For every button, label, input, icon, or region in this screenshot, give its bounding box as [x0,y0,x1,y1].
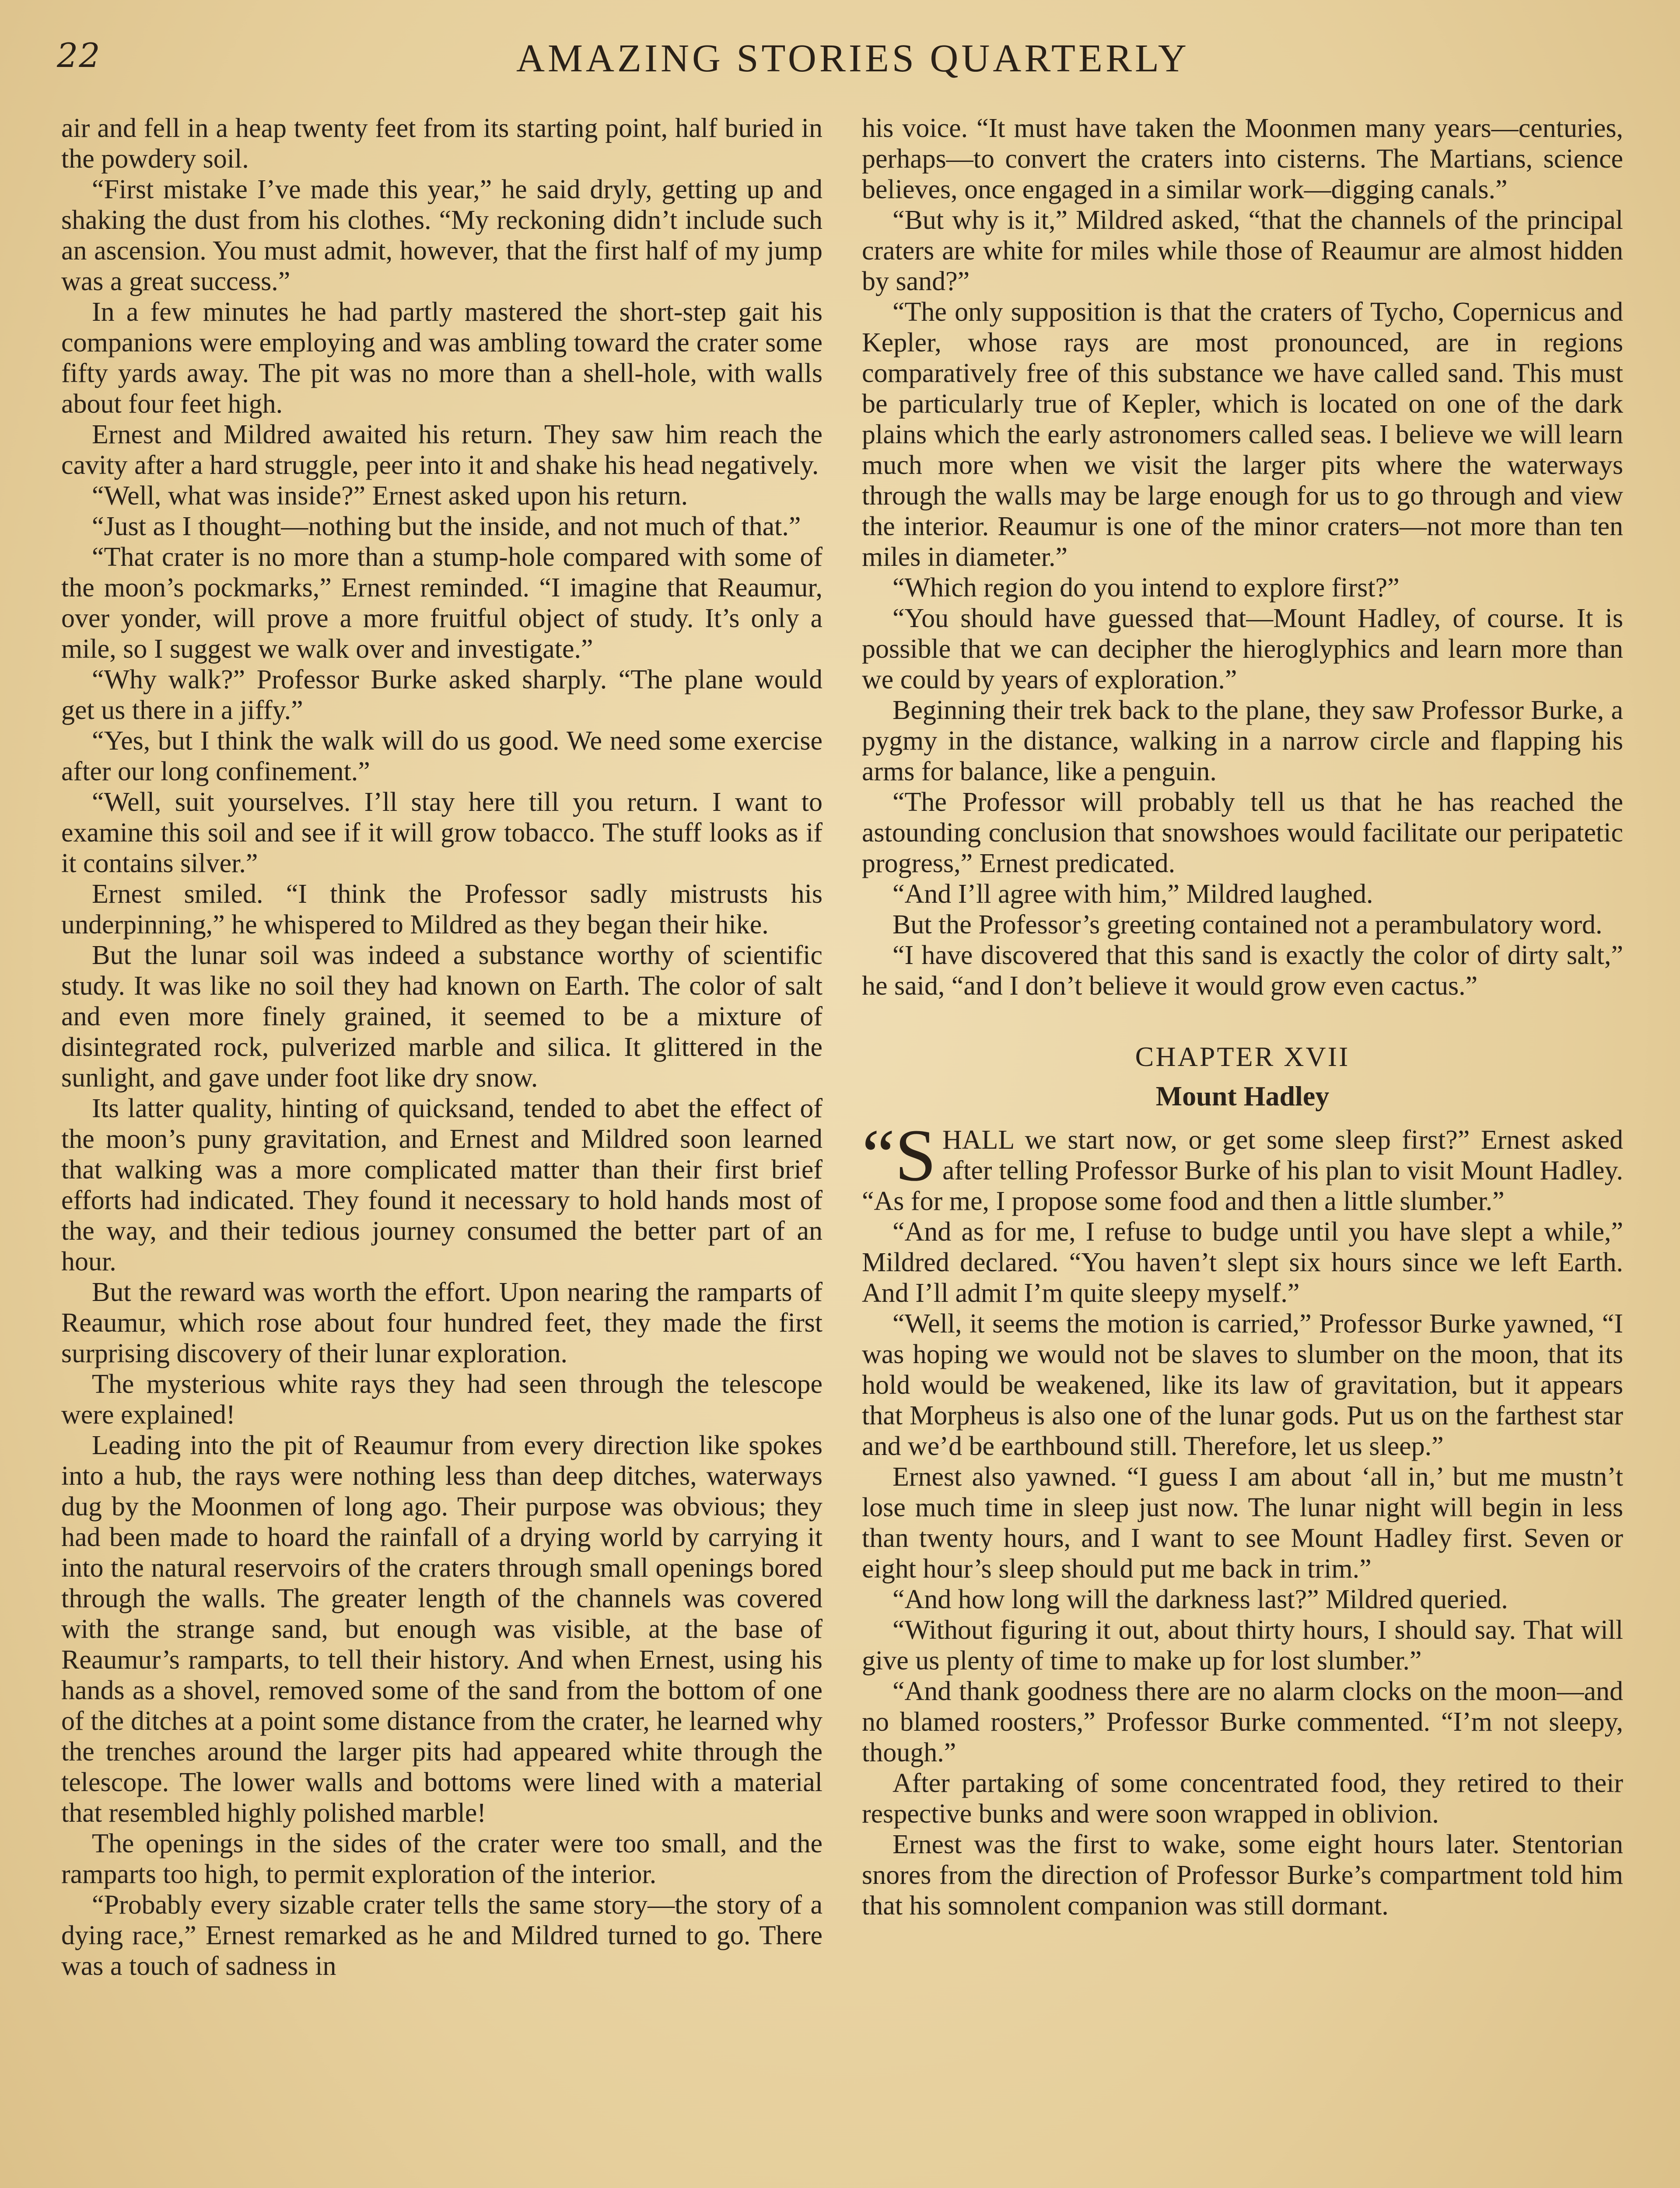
paragraph: But the Professor’s greeting contained not a perambulatory word. [892,910,1603,940]
paragraph: Ernest and Mildred awaited his return. They saw him reach the cavity after a hard struggle, peer into it and shake his head negatively. [61,420,822,480]
paragraph: “And how long will the darkness last?” Mildred queried. [892,1585,1508,1614]
chapter-first-paragraph [862,1114,1623,1217]
paragraph: “Well, suit yourselves. I’ll stay here till you return. I want to examine this soil and see if it will grow tobacco. The stuff looks as if it contains silver.” [61,787,822,878]
left-column [61,113,822,2188]
paragraph: air and fell in a heap twenty feet from its starting point, half buried in the powdery soil. [61,113,822,174]
paragraph: “I have discovered that this sand is exactly the color of dirty salt,” he said, “and I don’t believe it would grow even cactus.” [862,940,1623,1001]
paragraph: “But why is it,” Mildred asked, “that the channels of the principal craters are white for miles while those of Reaumur are almost hidden by sand?” [862,205,1623,296]
chapter-heading: CHAPTER XVII [1135,1041,1350,1072]
paragraph: “Just as I thought—nothing but the inside, and not much of that.” [92,512,801,541]
paragraph: “Why walk?” Professor Burke asked sharply. “The plane would get us there in a jiffy.” [61,665,822,725]
paragraph: “First mistake I’ve made this year,” he said dryly, getting up and shaking the dust from his clothes. “My reckoning didn’t include such an ascension. You must admit, however, that the first half of my jump was a great success.” [61,175,822,296]
page-header [57,27,1632,93]
paragraph: Its latter quality, hinting of quicksand, tended to abet the effect of the moon’s puny gravitation, and Ernest and Mildred soon learned that walking was a more complicated matter than their first brief efforts had indicated. They found it necessary to hold hands most of the way, and their tedious journey consumed the better part of an hour. [61,1094,822,1276]
paragraph: “Well, what was inside?” Ernest asked upon his return. [92,481,688,511]
paragraph: “Well, it seems the motion is carried,” Professor Burke yawned, “I was hoping we would not be slaves to slumber on the moon, that its hold would be weakened, like its law of gravitation, but it appears that Morpheus is also one of the lunar gods. Put us on the farthest star and we’d be earthbound still. Therefore, let us sleep.” [862,1309,1623,1461]
right-column [862,113,1623,2188]
paragraph: After partaking of some concentrated food, they retired to their respective bunks and were soon wrapped in oblivion. [862,1768,1623,1829]
paragraph: But the lunar soil was indeed a substance worthy of scientific study. It was like no soil they had known on Earth. The color of salt and even more finely grained, it seemed to be a mixture of disintegrated rock, pulverized marble and silica. It glittered in the sunlight, and gave under foot like dry snow. [61,940,822,1093]
paragraph: The mysterious white rays they had seen through the telescope were explained! [61,1369,822,1430]
paragraph: Ernest was the first to wake, some eight hours later. Stentorian snores from the direction of Professor Burke’s compartment told him that his somnolent companion was still dormant. [862,1830,1623,1921]
drop-cap: “S [862,1114,936,1196]
paragraph: Leading into the pit of Reaumur from every direction like spokes into a hub, the rays were nothing less than deep ditches, waterways dug by the Moonmen of long ago. Their purpose was obvious; they had been made to hoard the rainfall of a drying world by carrying it into the natural reservoirs of the craters through small openings bored through the walls. The greater length of the channels was covered with the strange sand, but enough was visible, at the base of Reaumur’s ramparts, to tell their history. And when Ernest, using his hands as a shovel, removed some of the sand from the bottom of one of the ditches at a point some distance from the crater, he learned why the trenches around the larger pits had appeared white through the telescope. The lower walls and bottoms were lined with a material that resembled highly polished marble! [61,1431,822,1828]
paragraph: In a few minutes he had partly mastered the short-step gait his companions were employing and was ambling toward the crater some fifty yards away. The pit was no more than a shell-hole, with walls about four feet high. [61,297,822,419]
paragraph: “Which region do you intend to explore first?” [892,573,1400,603]
paragraph: Ernest also yawned. “I guess I am about ‘all in,’ but me mustn’t lose much time in sleep just now. The lunar night will begin in less than twenty hours, and I want to see Mount Hadley first. Seven or eight hour’s sleep should put me back in trim.” [862,1462,1623,1584]
paragraph: “And thank goodness there are no alarm clocks on the moon—and no blamed roosters,” Professor Burke commented. “I’m not sleepy, though.” [862,1676,1623,1767]
paragraph: “You should have guessed that—Mount Hadley, of course. It is possible that we can decipher the hieroglyphics and learn more than we could by years of exploration.” [862,603,1623,694]
paragraph: “That crater is no more than a stump-hole compared with some of the moon’s pockmarks,” Ernest reminded. “I imagine that Reaumur, over yonder, will prove a more fruitful object of study. It’s only a mile, so I suggest we walk over and investigate.” [61,542,822,664]
paragraph: “The only supposition is that the craters of Tycho, Copernicus and Kepler, whose rays are most pronounced, are in regions comparatively free of this substance we have called sand. This must be particularly true of Kepler, which is located on one of the dark plains which the early astronomers called seas. I believe we will learn much more when we visit the larger pits where the waterways through the walls may be large enough for us to go through and view the interior. Reaumur is one of the minor craters—not more than ten miles in diameter.” [862,297,1623,572]
paragraph: But the reward was worth the effort. Upon nearing the ramparts of Reaumur, which rose about four hundred feet, they made the first surprising discovery of their lunar exploration. [61,1277,822,1368]
paragraph: “The Professor will probably tell us that he has reached the astounding conclusion that snowshoes would facilitate our peripatetic progress,” Ernest predicated. [862,787,1623,878]
paragraph: his voice. “It must have taken the Moonmen many years—centuries, perhaps—to convert the craters into cisterns. The Martians, science believes, once engaged in a similar work—digging canals.” [862,113,1623,204]
magazine-title: AMAZING STORIES QUARTERLY [516,37,1190,80]
page-number: 22 [57,36,101,75]
paragraph: “And as for me, I refuse to budge until you have slept a while,” Mildred declared. “You haven’t slept six hours since we left Earth. And I’ll admit I’m quite sleepy myself.” [862,1217,1623,1308]
chapter-subtitle: Mount Hadley [1155,1080,1330,1112]
paragraph: “Without figuring it out, about thirty hours, I should say. That will give us plenty of time to make up for lost slumber.” [862,1615,1623,1676]
paragraph: The openings in the sides of the crater were too small, and the ramparts too high, to permit exploration of the interior. [61,1829,822,1889]
paragraph: “Yes, but I think the walk will do us good. We need some exercise after our long confinement.” [61,726,822,786]
paragraph: “And I’ll agree with him,” Mildred laughed. [892,879,1373,909]
paragraph: “Probably every sizable crater tells the same story—the story of a dying race,” Ernest remarked as he and Mildred turned to go. There was a touch of sadness in [61,1890,822,1981]
paragraph: Ernest smiled. “I think the Professor sadly mistrusts his underpinning,” he whispered to Mildred as they began their hike. [61,879,822,940]
paragraph: Beginning their trek back to the plane, they saw Professor Burke, a pygmy in the distance, walking in a narrow circle and flapping his arms for balance, like a penguin. [862,695,1623,786]
first-paragraph-text: HALL we start now, or get some sleep first?” Ernest asked after telling Professor Burke of his plan to visit Mount Hadley. “As for me, I propose some food and then a little slumber.” [862,1125,1623,1216]
